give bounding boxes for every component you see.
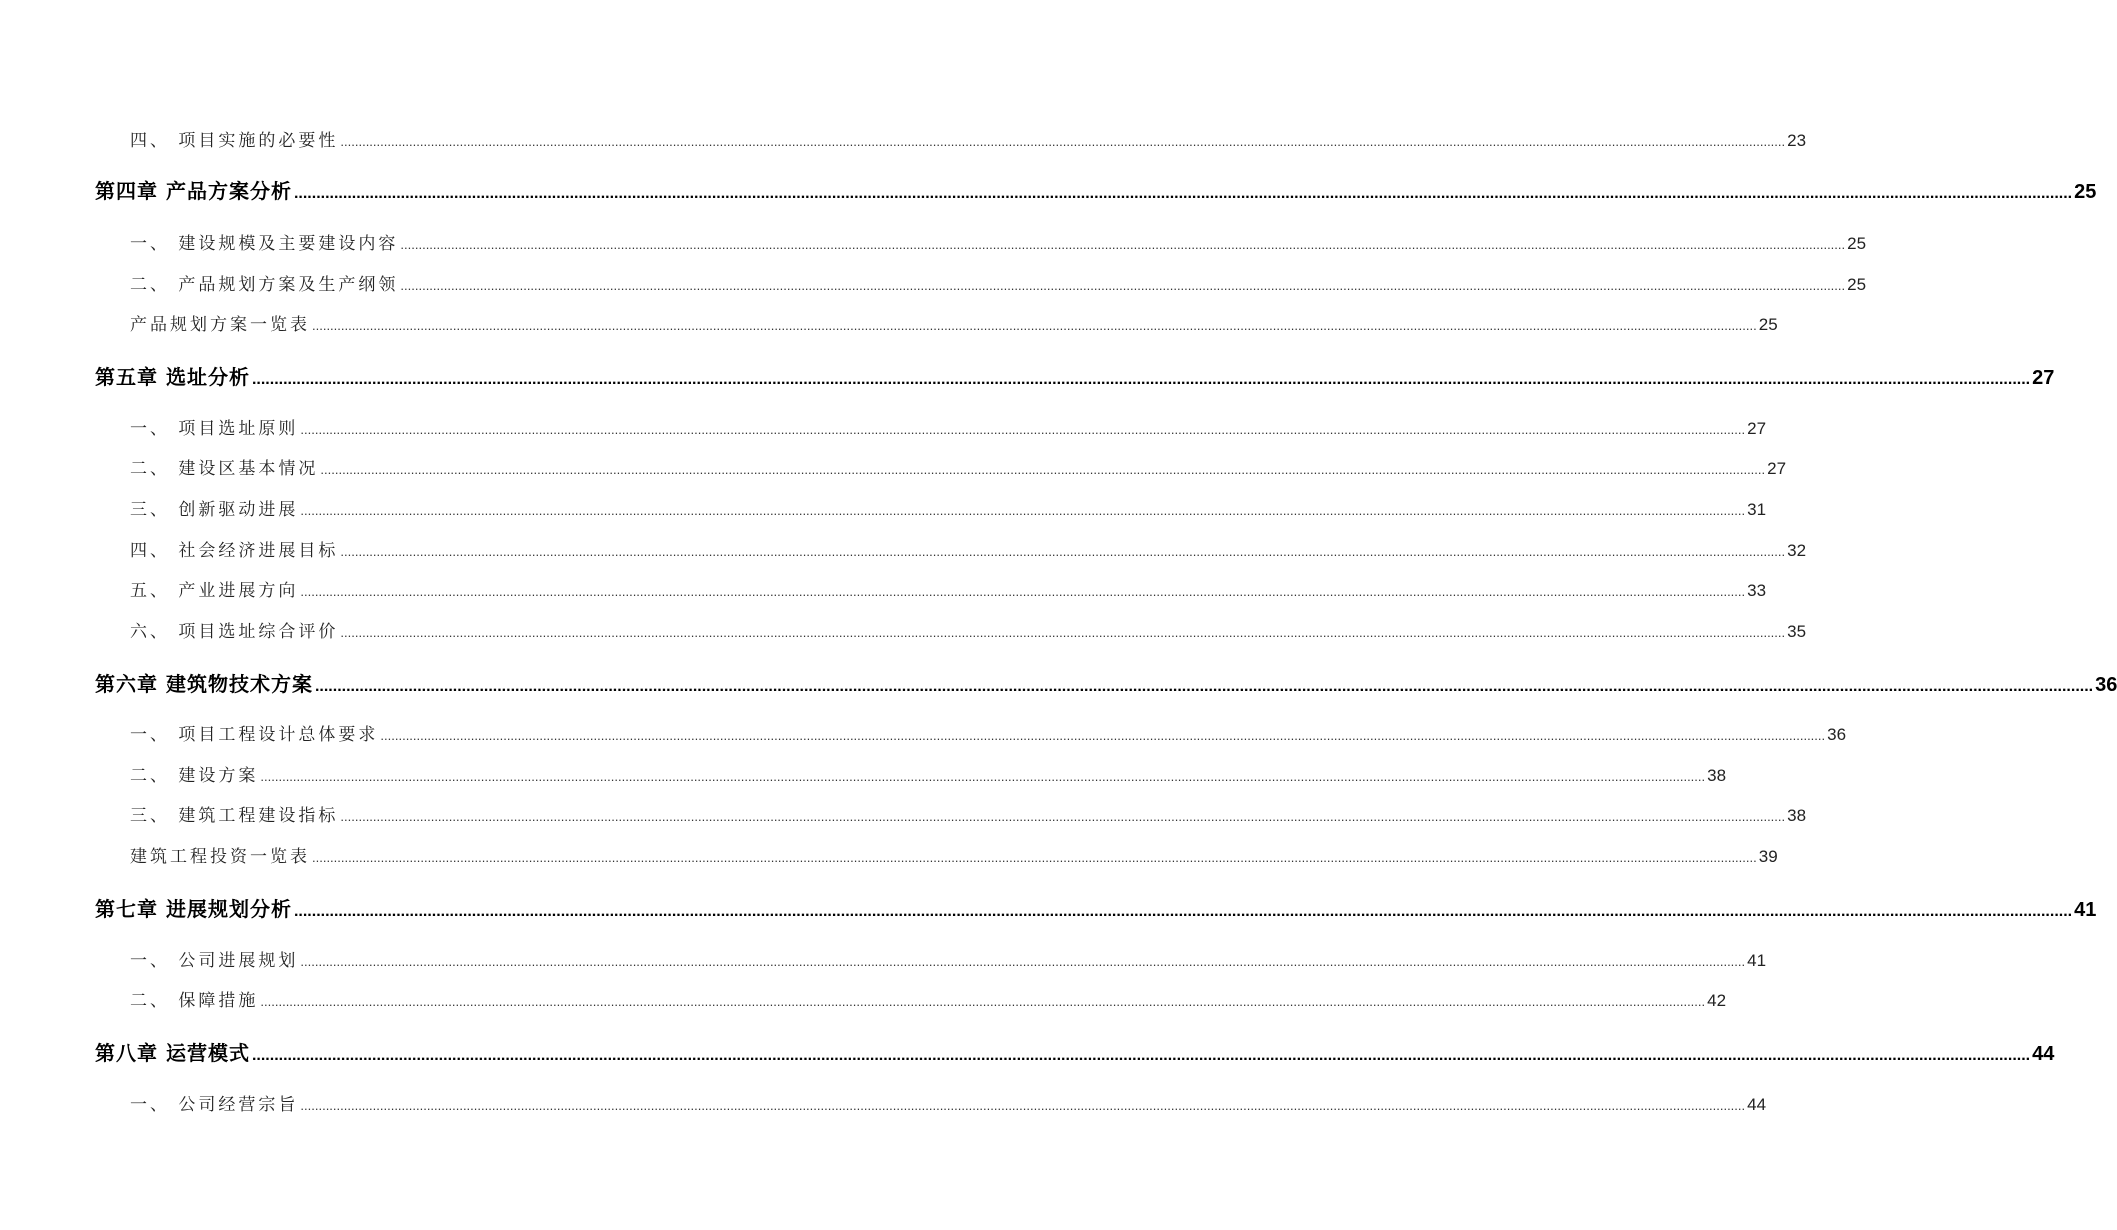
dot-leader: ................................................................................................................................................................................................................................................................................................................................................................................................................ [340,625,1786,640]
toc-entry-page: 39 [1758,847,1778,866]
toc-entry-label: 建筑工程投资一览表 [130,847,310,867]
toc-entry-page: 41 [2074,899,2097,921]
toc-entry-label: 四、 项目实施的必要性 [130,131,339,151]
toc-entry-page: 27 [1767,459,1787,478]
toc-entry-label: 产品规划方案一览表 [130,315,310,335]
toc-entry-section[interactable] [130,801,1807,826]
dot-leader: ................................................................................................................................................................................................................................................................................................................................................................................................................ [293,903,2073,920]
dot-leader: ................................................................................................................................................................................................................................................................................................................................................................................................................ [320,462,1766,477]
toc-entry-section[interactable] [130,126,1807,151]
toc-entry-table[interactable] [130,842,1778,867]
toc-entry-chapter[interactable] [95,893,2097,922]
toc-entry-page: 25 [1758,315,1778,334]
toc-entry-page: 41 [1747,951,1767,970]
toc-entry-page: 38 [1787,806,1807,825]
toc-entry-label: 第八章 运营模式 [95,1041,250,1065]
dot-leader: ................................................................................................................................................................................................................................................................................................................................................................................................................ [300,584,1746,599]
toc-entry-chapter[interactable] [95,1037,2055,1066]
toc-entry-page: 36 [2095,674,2117,696]
toc-entry-label: 二、 建设区基本情况 [130,459,319,479]
dot-leader: ................................................................................................................................................................................................................................................................................................................................................................................................................ [340,544,1786,559]
toc-entry-page: 44 [1747,1095,1767,1114]
toc-entry-section[interactable] [130,495,1767,520]
toc-entry-label: 三、 创新驱动进展 [130,500,299,520]
dot-leader: ................................................................................................................................................................................................................................................................................................................................................................................................................ [400,237,1846,252]
dot-leader: ................................................................................................................................................................................................................................................................................................................................................................................................................ [300,1098,1746,1113]
dot-leader: ................................................................................................................................................................................................................................................................................................................................................................................................................ [380,728,1826,743]
toc-entry-label: 第四章 产品方案分析 [95,179,292,203]
toc-entry-label: 一、 公司进展规划 [130,951,299,971]
dot-leader: ................................................................................................................................................................................................................................................................................................................................................................................................................ [251,371,2031,388]
dot-leader: ................................................................................................................................................................................................................................................................................................................................................................................................................ [251,1047,2031,1064]
dot-leader: ................................................................................................................................................................................................................................................................................................................................................................................................................ [260,769,1706,784]
dot-leader: ................................................................................................................................................................................................................................................................................................................................................................................................................ [293,185,2073,202]
toc-entry-page: 23 [1787,131,1807,150]
toc-entry-page: 36 [1827,725,1847,744]
toc-entry-section[interactable] [130,229,1867,254]
toc-entry-section[interactable] [130,576,1767,601]
dot-leader: ................................................................................................................................................................................................................................................................................................................................................................................................................ [260,994,1706,1009]
dot-leader: ................................................................................................................................................................................................................................................................................................................................................................................................................ [340,134,1786,149]
toc-entry-chapter[interactable] [95,361,2055,390]
toc-entry-page: 38 [1707,766,1727,785]
toc-entry-label: 一、 项目工程设计总体要求 [130,725,379,745]
toc-entry-page: 42 [1707,991,1727,1010]
dot-leader: ................................................................................................................................................................................................................................................................................................................................................................................................................ [300,422,1746,437]
dot-leader: ................................................................................................................................................................................................................................................................................................................................................................................................................ [312,850,1757,865]
toc-entry-section[interactable] [130,761,1727,786]
toc-entry-section[interactable] [130,617,1807,642]
toc-entry-section[interactable] [130,414,1767,439]
toc-entry-chapter[interactable] [95,668,2117,697]
toc-entry-page: 25 [1847,275,1867,294]
dot-leader: ................................................................................................................................................................................................................................................................................................................................................................................................................ [300,503,1746,518]
toc-entry-chapter[interactable] [95,175,2097,204]
toc-entry-section[interactable] [130,720,1847,745]
toc-entry-label: 六、 项目选址综合评价 [130,622,339,642]
toc-entry-label: 一、 项目选址原则 [130,419,299,439]
toc-entry-label: 第七章 进展规划分析 [95,897,292,921]
dot-leader: ................................................................................................................................................................................................................................................................................................................................................................................................................ [314,678,2094,695]
dot-leader: ................................................................................................................................................................................................................................................................................................................................................................................................................ [312,318,1757,333]
toc-entry-section[interactable] [130,1090,1767,1115]
dot-leader: ................................................................................................................................................................................................................................................................................................................................................................................................................ [300,954,1746,969]
toc-entry-label: 第六章 建筑物技术方案 [95,672,313,696]
toc-entry-page: 27 [2032,367,2055,389]
toc-entry-page: 25 [1847,234,1867,253]
toc-entry-section[interactable] [130,454,1787,479]
toc-entry-page: 31 [1747,500,1767,519]
toc-entry-label: 一、 公司经营宗旨 [130,1095,299,1115]
toc-entry-page: 27 [1747,419,1767,438]
toc-entry-label: 四、 社会经济进展目标 [130,541,339,561]
toc-entry-section[interactable] [130,946,1767,971]
toc-entry-page: 35 [1787,622,1807,641]
toc-entry-page: 33 [1747,581,1767,600]
toc-entry-page: 44 [2032,1043,2055,1065]
toc-entry-table[interactable] [130,310,1778,335]
toc-entry-label: 一、 建设规模及主要建设内容 [130,234,399,254]
toc-entry-section[interactable] [130,986,1727,1011]
toc-entry-label: 三、 建筑工程建设指标 [130,806,339,826]
toc-entry-label: 二、 建设方案 [130,766,259,786]
toc-entry-label: 二、 产品规划方案及生产纲领 [130,275,399,295]
toc-entry-label: 五、 产业进展方向 [130,581,299,601]
toc-entry-page: 32 [1787,541,1807,560]
toc-entry-section[interactable] [130,270,1867,295]
toc-entry-label: 第五章 选址分析 [95,365,250,389]
toc-entry-section[interactable] [130,536,1807,561]
dot-leader: ................................................................................................................................................................................................................................................................................................................................................................................................................ [340,809,1786,824]
toc-entry-label: 二、 保障措施 [130,991,259,1011]
dot-leader: ................................................................................................................................................................................................................................................................................................................................................................................................................ [400,278,1846,293]
toc-entry-page: 25 [2074,181,2097,203]
